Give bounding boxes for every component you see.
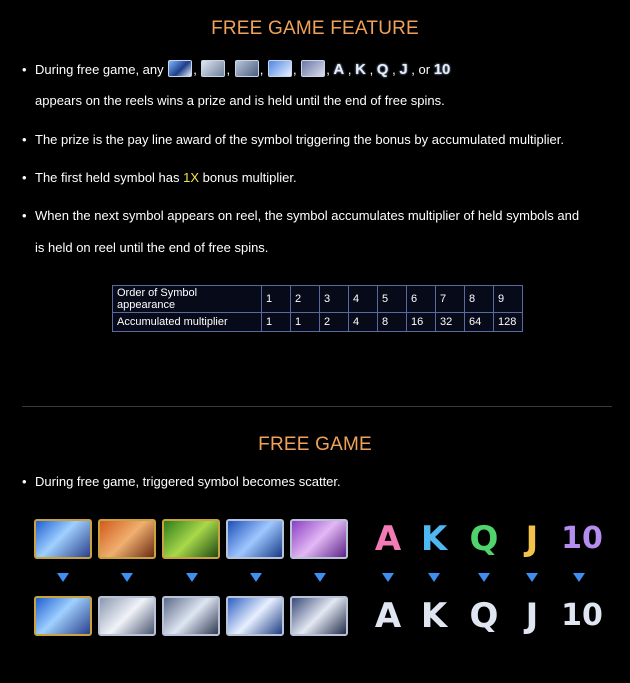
row-header: Order of Symbol appearance	[113, 286, 262, 313]
feature-bullet-1: • During free game, any , , , , , A , K , Q , J , or 10	[22, 61, 451, 78]
bullet-dot: •	[22, 132, 27, 147]
bullet-dot: •	[22, 170, 27, 185]
bullet1-text: During free game, any	[35, 62, 164, 77]
horse-mini-icon	[268, 60, 292, 77]
letter-q-mini: Q	[376, 61, 389, 78]
snow-leopard-icon	[98, 519, 156, 559]
letter-q-icon: Q	[469, 519, 499, 559]
wolf-icon	[162, 519, 220, 559]
section-divider	[22, 406, 612, 407]
snow-owl-icon	[290, 519, 348, 559]
snow-leopard-mini-icon	[201, 60, 225, 77]
white-horse-icon	[226, 519, 284, 559]
ice-queen-scatter-icon	[34, 596, 92, 636]
letter-k-mini: K	[355, 61, 366, 78]
down-arrow-icon	[250, 573, 262, 582]
feature-title: FREE GAME FEATURE	[211, 18, 419, 39]
free-game-bullet: • During free game, triggered symbol becomes scatter.	[22, 472, 612, 492]
down-arrow-icon	[428, 573, 440, 582]
table-row: Order of Symbol appearance 1 2 3 4 5 6 7 8 9	[113, 286, 523, 313]
bullet-dot: •	[22, 208, 27, 223]
letter-j-icon: J	[525, 519, 539, 559]
letter-a-mini: A	[333, 61, 345, 78]
feature-bullet-2: • The prize is the pay line award of the symbol triggering the bonus by accumulated multiplier.	[22, 130, 612, 150]
white-horse-scatter-icon	[226, 596, 284, 636]
down-arrow-icon	[573, 573, 585, 582]
letter-a-scatter-icon: A	[374, 596, 402, 636]
snow-owl-scatter-icon	[290, 596, 348, 636]
free-game-title: FREE GAME	[258, 434, 372, 455]
down-arrow-icon	[186, 573, 198, 582]
or-text: , or	[411, 62, 431, 77]
down-arrow-icon	[382, 573, 394, 582]
bullet-dot: •	[22, 62, 27, 77]
ice-queen-icon	[34, 519, 92, 559]
letter-k-icon: K	[420, 519, 448, 559]
row-header: Accumulated multiplier	[113, 313, 262, 332]
snow-leopard-scatter-icon	[98, 596, 156, 636]
letter-j-mini: J	[399, 61, 408, 78]
letter-j-scatter-icon: J	[525, 596, 539, 636]
wolf-scatter-icon	[162, 596, 220, 636]
down-arrow-icon	[478, 573, 490, 582]
letter-10-icon: 10	[561, 521, 603, 556]
ice-queen-mini-icon	[168, 60, 192, 77]
bullet-dot: •	[22, 474, 27, 489]
owl-mini-icon	[301, 60, 325, 77]
letter-q-scatter-icon: Q	[469, 596, 499, 636]
feature-bullet-3: • The first held symbol has 1X bonus multiplier.	[22, 168, 612, 188]
wolf-mini-icon	[235, 60, 259, 77]
down-arrow-icon	[314, 573, 326, 582]
letter-a-icon: A	[374, 519, 402, 559]
feature-bullet-4-line2: is held on reel until the end of free spins.	[35, 240, 269, 255]
feature-bullet-1-line2: appears on the reels wins a prize and is held until the end of free spins.	[35, 93, 445, 108]
letter-10-scatter-icon: 10	[561, 598, 603, 633]
multiplier-highlight: 1X	[183, 170, 200, 185]
down-arrow-icon	[57, 573, 69, 582]
table-row: Accumulated multiplier 1 1 2 4 8 16 32 64 128	[113, 313, 523, 332]
feature-bullet-4: • When the next symbol appears on reel, the symbol accumulates multiplier of held symbols and	[22, 206, 612, 226]
multiplier-table	[112, 285, 523, 332]
down-arrow-icon	[121, 573, 133, 582]
letter-k-scatter-icon: K	[420, 596, 448, 636]
letter-10-mini: 10	[433, 61, 451, 78]
down-arrow-icon	[526, 573, 538, 582]
